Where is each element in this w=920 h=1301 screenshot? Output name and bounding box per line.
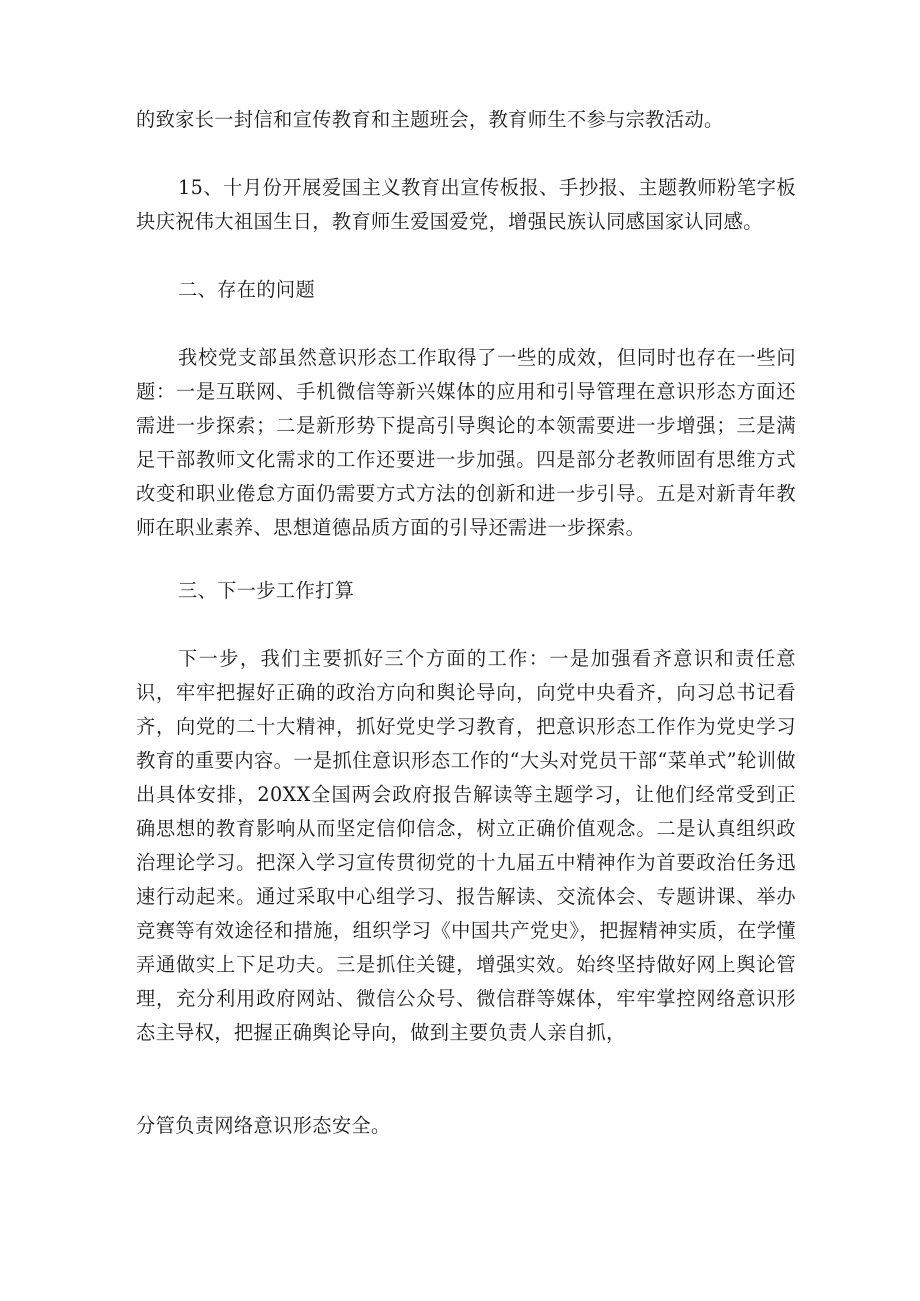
- paragraph-continuation: 的致家长一封信和宣传教育和主题班会，教育师生不参与宗教活动。: [136, 108, 724, 131]
- paragraph-item-15: 15、十月份开展爱国主义教育出宣传板报、手抄报、主题教师粉笔字板块庆祝伟大祖国生日，教育师生爱国爱党，增强民族认同感国家认同感。: [136, 176, 796, 233]
- section-heading-next-steps: 三、下一步工作打算: [178, 579, 355, 602]
- paragraph-next-steps: 下一步，我们主要抓好三个方面的工作：一是加强看齐意识和责任意识，牢牢把握好正确的政治方向和舆论导向，向党中央看齐，向习总书记看齐，向党的二十大精神，抓好党史学习教育，把意识形态工作作为党史学习教育的重要内容。一是抓住意识形态工作的“大头对党员干部“菜单式”轮训做出具体安排，20XX全国两会政府报告解读等主题学习，让他们经常受到正确思想的教育影响从而坚定信仰信念，树立正确价值观念。二是认真组织政治理论学习。把深入学习宣传贯彻党的十九届五中精神作为首要政治任务迅速行动起来。通过采取中心组学习、报告解读、交流体会、专题讲课、举办竞赛等有效途径和措施，组织学习《中国共产党史》，把握精神实质，在学懂弄通做实上下足功夫。三是抓住关键，增强实效。始终坚持做好网上舆论管理，充分利用政府网站、微信公众号、微信群等媒体，牢牢掌控网络意识形态主导权，把握正确舆论导向，做到主要负责人亲自抓，: [136, 647, 796, 1044]
- section-heading-problems: 二、存在的问题: [178, 278, 316, 301]
- paragraph-closing: 分管负责网络意识形态安全。: [136, 1114, 391, 1137]
- paragraph-problems: 我校党支部虽然意识形态工作取得了一些的成效，但同时也存在一些问题：一是互联网、手机微信等新兴媒体的应用和引导管理在意识形态方面还需进一步探索；二是新形势下提高引导舆论的本领需要进一步增强；三是满足干部教师文化需求的工作还要进一步加强。四是部分老教师固有思维方式改变和职业倦怠方面仍需要方式方法的创新和进一步引导。五是对新青年教师在职业素养、思想道德品质方面的引导还需进一步探索。: [136, 346, 796, 539]
